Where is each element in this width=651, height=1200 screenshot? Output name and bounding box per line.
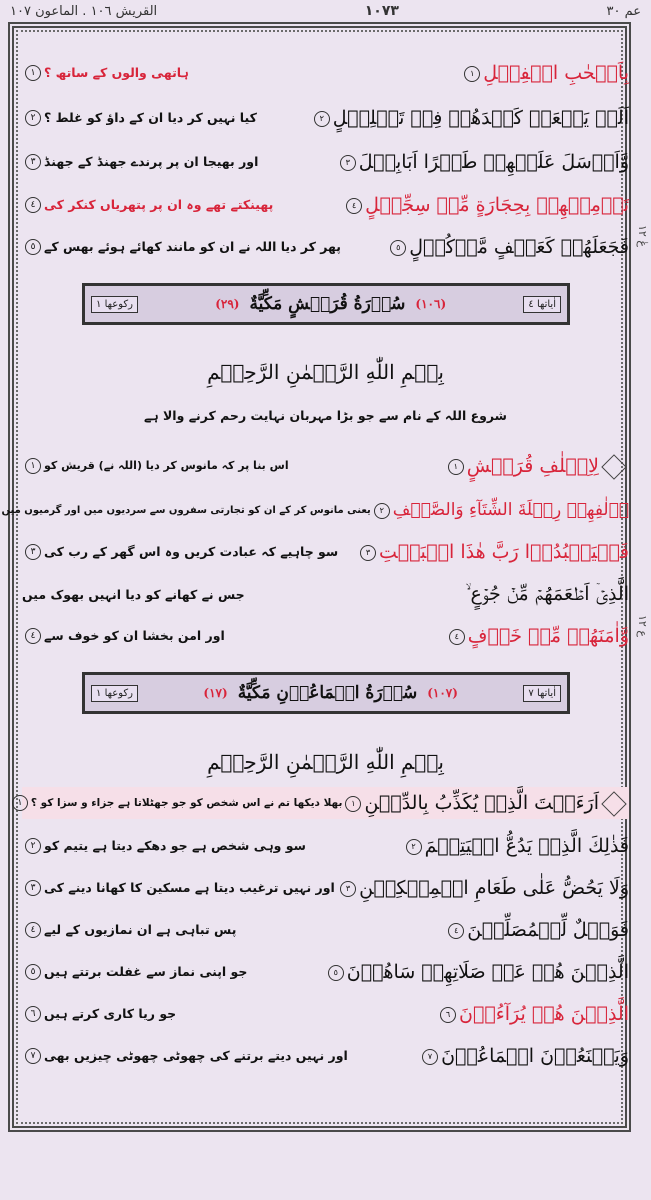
translation-number: ٣ — [25, 880, 41, 896]
ayah-marker: ٥ — [328, 965, 344, 981]
page-bottom-space — [0, 1132, 651, 1200]
translation-number: ٢ — [25, 110, 41, 126]
verse-row — [22, 231, 629, 263]
verse-row — [22, 102, 629, 134]
verse-row — [22, 146, 629, 178]
ayah-marker: ٣ — [340, 881, 356, 897]
ayah-marker: ٤ — [346, 198, 362, 214]
arabic-verse: الَّذِىۡۤ اَطۡعَمَهُمۡ مِّنۡ جُوۡعٍ ۙ — [465, 583, 629, 605]
arabic-verse: لِاِيۡلٰفِ قُرَيۡشٍ١ — [445, 455, 629, 477]
bismillah: بِسۡمِ اللّٰهِ الرَّحۡمٰنِ الرَّحِيۡمِ — [207, 360, 444, 384]
urdu-translation: یعنی مانوس کر کے ان کو تجارتی سفروں سے سردیوں میں اور گرمیوں میں — [1, 505, 371, 516]
urdu-translation: جو ریا کاری کرتے ہیں٦ — [22, 1006, 176, 1023]
translation-number: ٤ — [25, 628, 41, 644]
ayah-marker: ٤ — [448, 923, 464, 939]
urdu-translation: پھینکتے تھے وہ ان پر پتھریاں کنکر کی٤ — [22, 197, 273, 214]
verse-row — [22, 578, 629, 610]
urdu-translation: جو اپنی نماز سے غفلت برتتے ہیں٥ — [22, 964, 247, 981]
verse-row — [17, 787, 629, 819]
ayah-marker: ٢ — [374, 503, 390, 519]
translation-number: ٤ — [25, 197, 41, 213]
translation-number: ٧ — [25, 1048, 41, 1064]
ayah-marker: ٥ — [390, 240, 406, 256]
urdu-translation: اور نہیں دیتے برتنے کی چھوٹی چھوٹی چیزیں بھی٧ — [22, 1048, 348, 1065]
arabic-verse: فَذٰلِكَ الَّذِىۡ يَدُعُّ الۡيَتِيۡمَ٢ — [403, 835, 629, 857]
ayah-marker: ١ — [448, 459, 464, 475]
arabic-verse: فَوَيۡلٌ لِّلۡمُصَلِّيۡنَ٤ — [445, 919, 629, 941]
translation-number: ١ — [12, 795, 28, 811]
header-left: القريش ١٠٦ . الماعون ١٠٧ — [10, 3, 158, 19]
ayah-marker: ٧ — [422, 1049, 438, 1065]
ornament-icon — [601, 791, 626, 816]
arabic-verse: الَّذِيۡنَ هُمۡ يُرَآءُوۡنَ٦ — [437, 1003, 629, 1025]
arabic-verse: بِاَصۡحٰبِ الۡفِيۡلِ١ — [461, 62, 629, 84]
bismillah: بِسۡمِ اللّٰهِ الرَّحۡمٰنِ الرَّحِيۡمِ — [207, 750, 444, 774]
translation-number: ٢ — [25, 838, 41, 854]
arabic-verse: وَّاَرۡسَلَ عَلَيۡهِمۡ طَيۡرًا اَبَابِيۡلَ٣ — [337, 151, 629, 173]
ruku-count-box: ركوعها ١ — [91, 685, 138, 702]
surah-title — [215, 294, 446, 314]
verse-row — [22, 57, 629, 89]
surah-title — [203, 683, 458, 703]
revelation-order: (١٧) — [203, 686, 228, 700]
urdu-translation: اور بھیجا ان پر پرندے جھنڈ کے جھنڈ٣ — [22, 154, 258, 171]
header-right: عم ٣٠ — [606, 3, 641, 19]
verse-row — [22, 189, 629, 221]
urdu-translation: سو چاہیے کہ عبادت کریں وہ اس گھر کے رب کی٣ — [22, 544, 338, 561]
verse-row — [22, 1040, 629, 1072]
margin-note-upper: عٰ ١٢ — [636, 225, 649, 247]
urdu-translation: سو وہی شخص ہے جو دھکے دیتا ہے یتیم کو٢ — [22, 838, 306, 855]
urdu-translation: پھر کر دیا اللہ نے ان کو مانند کھائے ہوئے بھس کے٥ — [22, 239, 341, 256]
translation-number: ٦ — [25, 1006, 41, 1022]
verse-row — [1, 494, 629, 526]
verse-row — [22, 914, 629, 946]
verse-row — [22, 872, 629, 904]
urdu-translation: بھلا دیکھا تم نے اس شخص کو جو جھٹلاتا ہے جزاء و سزا کو ؟١ — [9, 795, 343, 811]
margin-note-lower: ع ١٢ — [636, 615, 649, 637]
verse-row — [22, 956, 629, 988]
ayah-marker: ٦ — [440, 1007, 456, 1023]
translation-number: ٥ — [25, 964, 41, 980]
ayah-marker: ١ — [464, 66, 480, 82]
arabic-verse: فَجَعَلَهُمۡ كَعَصۡفٍ مَّاۡكُوۡلٍ٥ — [387, 236, 629, 258]
arabic-verse: وَيَمۡنَعُوۡنَ الۡمَاعُوۡنَ٧ — [419, 1045, 629, 1067]
urdu-translation: پس تباہی ہے ان نمازیوں کے لیے٤ — [22, 922, 236, 939]
verse-row — [22, 450, 629, 482]
arabic-verse: وَّاٰمَنَهُمۡ مِّنۡ خَوۡفٍ٤ — [446, 625, 629, 647]
translation-number: ١ — [25, 458, 41, 474]
translation-number: ٥ — [25, 239, 41, 255]
ayah-marker: ٢ — [406, 839, 422, 855]
ayat-count-box: اٰياتها ٤ — [523, 296, 561, 313]
ayah-marker: ٣ — [360, 545, 376, 561]
ayat-count-box: اٰياتها ٧ — [523, 685, 561, 702]
surah-name: سُوۡرَةُ قُرَيۡشٍ مَكِّيَّةٌ — [249, 294, 406, 314]
translation-number: ٣ — [25, 544, 41, 560]
urdu-translation: اس بنا پر کہ مانوس کر دیا (اللہ نے) قریش کو١ — [22, 458, 289, 474]
ayah-marker: ٢ — [314, 111, 330, 127]
surah-banner-quraish — [82, 283, 570, 325]
bismillah-translation: شروع اللہ کے نام سے جو بڑا مہربان نہایت رحم کرنے والا ہے — [144, 408, 507, 423]
ayah-marker: ٣ — [340, 155, 356, 171]
urdu-translation: ہاتھی والوں کے ساتھ ؟١ — [22, 65, 189, 82]
urdu-translation: اور نہیں ترغیب دیتا ہے مسکین کا کھانا دینے کی٣ — [22, 880, 335, 897]
ornament-icon — [601, 454, 626, 479]
surah-order: (١٠٧) — [427, 686, 458, 700]
arabic-verse: تَرۡمِيۡهِمۡ بِحِجَارَةٍ مِّنۡ سِجِّيۡلٍ٤ — [343, 194, 629, 216]
verse-row — [22, 830, 629, 862]
arabic-verse: وَلَا يَحُضُّ عَلٰى طَعَامِ الۡمِسۡكِيۡنِ٣ — [337, 877, 629, 899]
urdu-translation: کیا نہیں کر دیا ان کے داؤ کو غلط ؟٢ — [22, 110, 257, 127]
surah-order: (١٠٦) — [415, 297, 447, 311]
verse-row — [22, 998, 629, 1030]
arabic-verse: اٖلٰفِهِمۡ رِحۡلَةَ الشِّتَآءِ وَالصَّيۡفِ٢ — [371, 500, 629, 520]
page-number: ١٠٧٣ — [364, 3, 399, 19]
translation-number: ١ — [25, 65, 41, 81]
arabic-verse: فَلۡيَعۡبُدُوۡا رَبَّ هٰذَا الۡبَيۡتِ٣ — [357, 541, 629, 563]
verse-row — [22, 620, 629, 652]
urdu-translation: جس نے کھانے کو دیا انہیں بھوک میں — [22, 586, 245, 602]
translation-number: ٣ — [25, 154, 41, 170]
surah-banner-maun — [82, 672, 570, 714]
ayah-marker: ٤ — [449, 629, 465, 645]
arabic-verse: اَرَءَيۡتَ الَّذِىۡ يُكَذِّبُ بِالدِّيۡنِ١ — [342, 792, 629, 814]
ayah-marker: ١ — [345, 796, 361, 812]
verse-row — [22, 536, 629, 568]
arabic-verse: الَّذِيۡنَ هُمۡ عَنۡ صَلَاتِهِمۡ سَاهُوۡنَ٥ — [325, 961, 629, 983]
revelation-order: (٢٩) — [215, 297, 240, 311]
page-header — [10, 0, 641, 22]
arabic-verse: اَلَمۡ يَجۡعَلۡ كَيۡدَهُمۡ فِىۡ تَضۡلِيۡلٍ٢ — [311, 107, 629, 129]
translation-number: ٤ — [25, 922, 41, 938]
urdu-translation: اور امن بخشا ان کو خوف سے٤ — [22, 628, 225, 645]
surah-name: سُوۡرَةُ الۡمَاعُوۡنِ مَكِّيَّةٌ — [237, 683, 418, 703]
ruku-count-box: ركوعها ١ — [91, 296, 138, 313]
